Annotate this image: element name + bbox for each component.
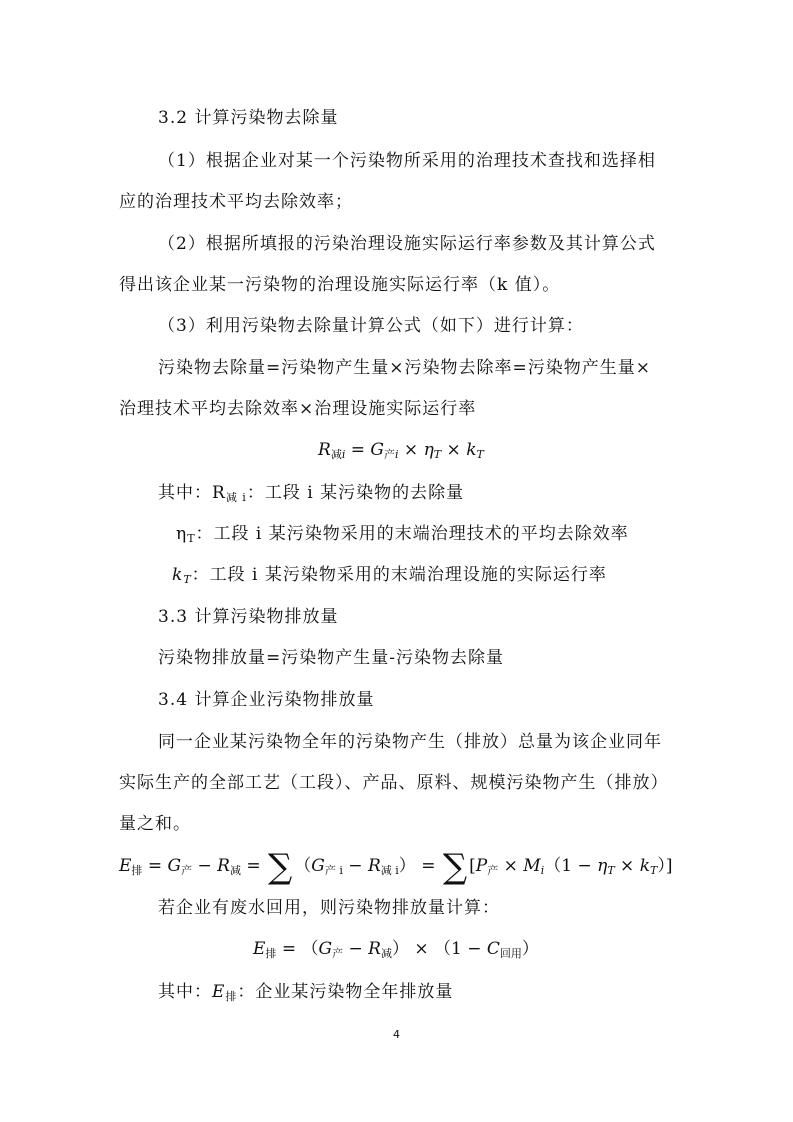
summation-symbol: ∑ (268, 847, 293, 887)
formula-operator: = (345, 440, 371, 460)
formula-operator: − (343, 939, 369, 959)
formula-subscript: 减 (229, 864, 241, 877)
formula-symbol: η (597, 856, 608, 876)
formula-subscript: i (341, 448, 346, 461)
paragraph-4-line-3: 量之和。 (119, 814, 191, 834)
formula-operator: × (498, 856, 524, 876)
formula-paren: ） (657, 856, 666, 876)
definition-subscript: 减 i (225, 491, 247, 504)
formula-operator: × (408, 939, 435, 959)
formula-subscript: T (650, 864, 658, 877)
formula-operator: − (192, 856, 218, 876)
heading-3-2: 3.2 计算污染物去除量 (158, 108, 339, 128)
formula-paren: ） (391, 939, 409, 959)
definition-symbol: k (172, 565, 184, 585)
formula-symbol: P (475, 856, 488, 876)
formula-symbol: M (523, 856, 541, 876)
formula-operator: − (342, 856, 368, 876)
formula-subscript: T (607, 864, 615, 877)
formula-paren: ） (521, 939, 539, 959)
formula-operator: = (276, 939, 302, 959)
formula-symbol: η (423, 440, 434, 460)
formula-symbol: R (367, 856, 381, 876)
formula-paren: （ (434, 939, 452, 959)
definition-text: 工段 i 某污染物采用的末端治理技术的平均去除效率 (213, 524, 629, 544)
formula-symbol: C (486, 939, 500, 959)
removal-equation-text-line-2: 治理技术平均去除效率×治理设施实际运行率 (119, 399, 477, 419)
formula-subscript: 产 (487, 864, 499, 877)
formula-symbol: k (466, 440, 477, 460)
summation-symbol: ∑ (442, 847, 468, 887)
formula-constant: 1 − (451, 939, 487, 959)
formula-subscript: T (476, 448, 484, 461)
formula-symbol: G (167, 856, 182, 876)
formula-symbol: G (318, 939, 333, 959)
emission-equation-text: 污染物排放量=污染物产生量-污染物去除量 (158, 648, 504, 668)
formula-subscript: 产 (384, 448, 395, 461)
formula-operator: × (614, 856, 640, 876)
formula-subscript: 排 (265, 947, 277, 960)
water-reuse-intro: 若企业有废水回用，则污染物排放量计算： (158, 898, 500, 918)
formula-subscript: 回用 (499, 947, 522, 960)
definition-prefix: 其中： (158, 483, 212, 503)
formula-symbol: R (368, 939, 381, 959)
formula-subscript: 减 i (380, 864, 399, 877)
formula-subscript: T (433, 448, 442, 461)
paragraph-2-line-1: （2）根据所填报的污染治理设施实际运行率参数及其计算公式 (158, 234, 656, 254)
definition-colon: ： (195, 524, 214, 544)
formula-paren: （ (294, 856, 312, 876)
paragraph-3: （3）利用污染物去除量计算公式（如下）进行计算： (158, 316, 584, 336)
page-number: 4 (393, 1028, 400, 1041)
formula-operator: × (441, 440, 467, 460)
definition-removal (158, 481, 464, 510)
formula-symbol: k (639, 856, 651, 876)
formula-constant: 1 − (561, 856, 598, 876)
formula-subscript: i (540, 864, 545, 877)
definition-operating-rate (172, 563, 607, 592)
formula-subscript: 减 (380, 947, 392, 960)
formula-subscript: 减 (330, 448, 342, 461)
paragraph-4-line-1: 同一企业某污染物全年的污染物产生（排放）总量为该企业同年 (158, 732, 662, 752)
definition-symbol: R (212, 483, 226, 503)
paragraph-1-line-2: 应的治理技术平均去除效率； (119, 192, 353, 212)
formula-symbol: E (119, 856, 132, 876)
definition-colon: ： (191, 565, 210, 585)
definition-subscript: T (187, 532, 196, 545)
heading-3-3: 3.3 计算污染物排放量 (158, 607, 339, 627)
reuse-emission-formula (253, 937, 539, 966)
paragraph-4-line-2: 实际生产的全部工艺（工段）、产品、原料、规模污染物产生（排放） (119, 773, 669, 793)
removal-equation-text-line-1: 污染物去除量=污染物产生量×污染物去除率=污染物产生量× (158, 358, 651, 378)
formula-subscript: 产 (332, 947, 344, 960)
total-emission-formula (119, 847, 673, 887)
formula-subscript: 排 (131, 864, 143, 877)
removal-formula (318, 438, 484, 467)
formula-symbol: G (370, 440, 384, 460)
formula-bracket: [ (469, 856, 476, 876)
formula-operator: = (240, 856, 267, 876)
definition-text: ：工段 i 某污染物的去除量 (246, 483, 465, 503)
formula-operator: = (142, 856, 168, 876)
formula-operator: = (415, 856, 441, 876)
definition-symbol: E (212, 982, 226, 1002)
definition-text: ：企业某污染物全年排放量 (237, 982, 454, 1002)
definition-symbol: η (176, 524, 188, 544)
definition-subscript: 排 (225, 990, 238, 1003)
formula-subscript: i (395, 448, 399, 461)
heading-3-4: 3.4 计算企业污染物排放量 (158, 690, 375, 710)
formula-symbol: E (253, 939, 266, 959)
formula-operator: × (398, 440, 424, 460)
formula-bracket: ] (665, 856, 673, 876)
formula-symbol: R (217, 856, 230, 876)
formula-symbol: R (318, 440, 331, 460)
definition-prefix: 其中： (158, 982, 212, 1002)
definition-text: 工段 i 某污染物采用的末端治理设施的实际运行率 (209, 565, 607, 585)
formula-symbol: G (311, 856, 325, 876)
paragraph-2-line-2: 得出该企业某一污染物的治理设施实际运行率（k 值）。 (119, 275, 561, 295)
definition-annual-emission (158, 980, 453, 1009)
formula-paren: （ (301, 939, 319, 959)
definition-efficiency (176, 522, 629, 551)
definition-subscript: T (183, 573, 192, 586)
formula-subscript: 产 (181, 864, 193, 877)
formula-paren: ） (398, 856, 416, 876)
paragraph-1-line-1: （1）根据企业对某一个污染物所采用的治理技术查找和选择相 (158, 151, 656, 171)
formula-subscript: 产 i (324, 864, 343, 877)
formula-paren: （ (544, 856, 562, 876)
